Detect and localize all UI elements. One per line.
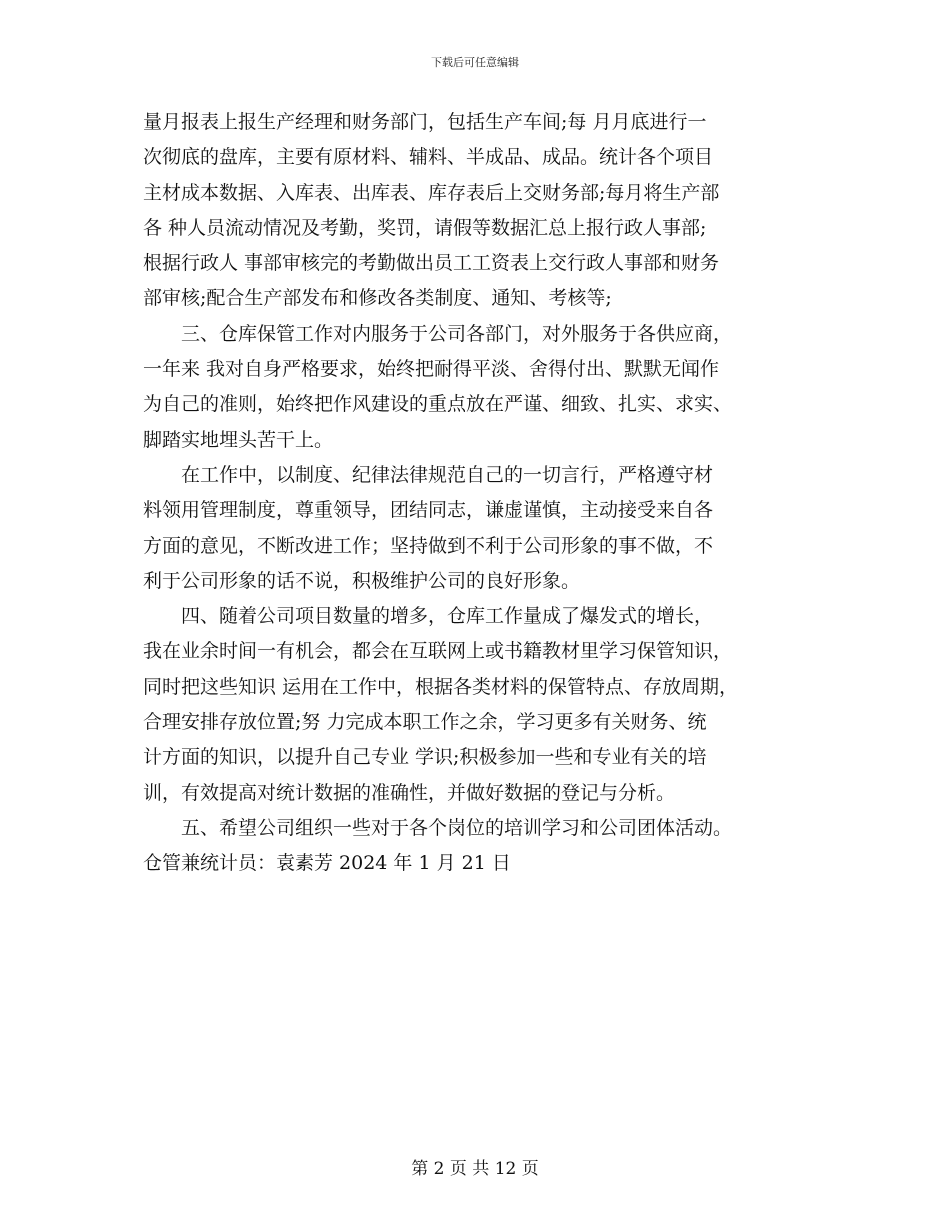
paragraph-start-line: 在工作中，以制度、纪律法律规范自己的一切言行，严格遵守材 (181, 463, 714, 486)
text-line: 部审核;配合生产部发布和修改各类制度、通知、考核等; (143, 287, 612, 310)
text-line: 主材成本数据、入库表、出库表、库存表后上交财务部;每月将生产部 (143, 181, 720, 204)
text-line: 各 种人员流动情况及考勤，奖罚，请假等数据汇总上报行政人事部; (143, 216, 707, 239)
text-line: 我在业余时间一有机会，都会在互联网上或书籍教材里学习保管知识， (143, 640, 733, 663)
text-line: 一年来 我对自身严格要求，始终把耐得平淡、舍得付出、默默无闻作 (143, 358, 720, 381)
text-line: 方面的意见，不断改进工作；坚持做到不利于公司形象的事不做，不 (143, 534, 714, 557)
text-line: 根据行政人 事部审核完的考勤做出员工工资表上交行政人事部和财务 (143, 252, 720, 275)
text-line: 次彻底的盘库，主要有原材料、辅料、半成品、成品。统计各个项目 (143, 146, 714, 169)
text-line: 脚踏实地埋头苦干上。 (143, 428, 334, 451)
text-line: 为自己的准则，始终把作风建设的重点放在严谨、细致、扎实、求实、 (143, 393, 733, 416)
text-line: 利于公司形象的话不说，积极维护公司的良好形象。 (143, 569, 581, 592)
text-line: 料领用管理制度，尊重领导，团结同志，谦虚谨慎，主动接受来自各 (143, 499, 714, 522)
page-header: 下载后可任意编辑 (431, 56, 519, 69)
text-line: 同时把这些知识 运用在工作中，根据各类材料的保管特点、存放周期， (143, 675, 739, 698)
paragraph-start-line: 四、随着公司项目数量的增多，仓库工作量成了爆发式的增长， (181, 605, 714, 628)
paragraph-start-line: 三、仓库保管工作对内服务于公司各部门，对外服务于各供应商， (181, 322, 733, 345)
page-number: 第 2 页 共 12 页 (411, 1159, 539, 1179)
text-line: 计方面的知识，以提升自己专业 学识;积极参加一些和专业有关的培 (143, 746, 707, 769)
text-line: 量月报表上报生产经理和财务部门，包括生产车间;每 月月底进行一 (143, 111, 707, 133)
document-body (143, 105, 813, 882)
text-line: 训，有效提高对统计数据的准确性，并做好数据的登记与分析。 (143, 781, 676, 804)
signature-line: 仓管兼统计员：袁素芳 2024 年 1 月 21 日 (143, 852, 511, 875)
text-line: 合理安排存放位置;努 力完成本职工作之余，学习更多有关财务、统 (143, 711, 707, 734)
paragraph-start-line: 五、希望公司组织一些对于各个岗位的培训学习和公司团体活动。 (181, 816, 733, 839)
